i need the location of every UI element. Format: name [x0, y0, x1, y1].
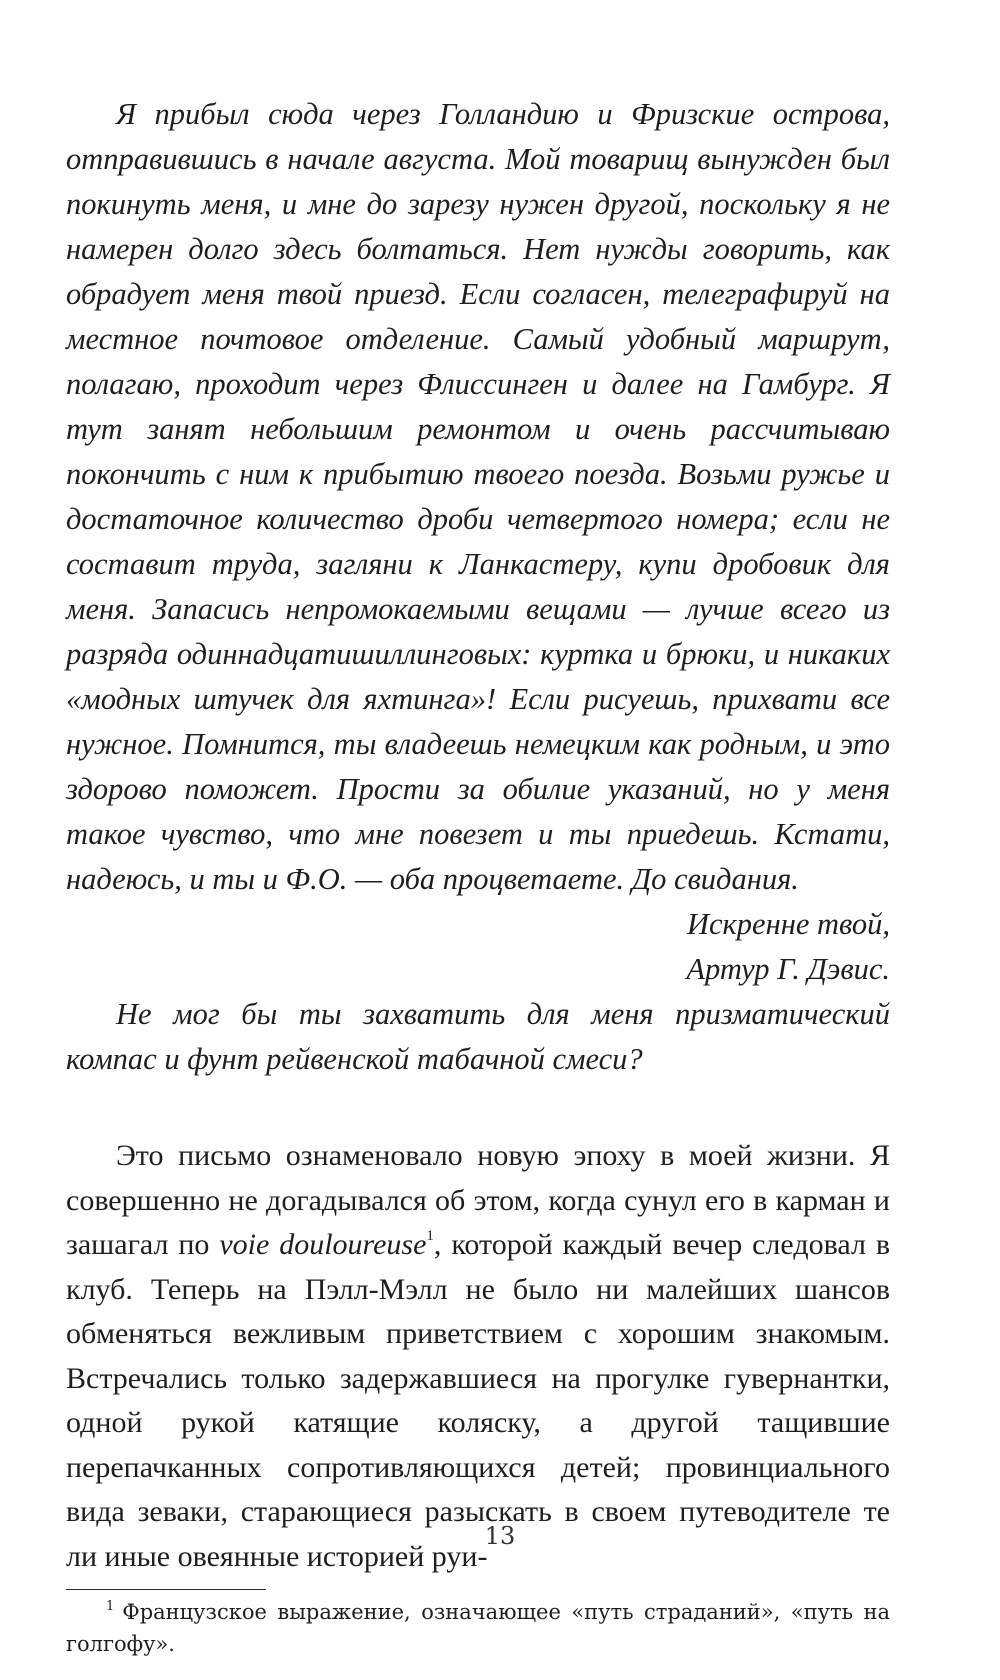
narrative-text-before: Это письмо ознаменовало новую эпоху в моей жизни. Я совершенно не догадывался об этом, когда сунул его в карман и зашагал по [66, 1139, 890, 1261]
footnote [66, 1596, 890, 1660]
footnote-mark: 1 [106, 1599, 115, 1614]
narrative-block [66, 1134, 890, 1579]
letter-block [66, 92, 890, 1082]
book-page [66, 92, 890, 1660]
letter-postscript: Не мог бы ты захватить для меня призматический компас и фунт рейвенской табачной смеси? [66, 997, 890, 1076]
foreign-phrase: voie douloureuse [219, 1228, 427, 1261]
narrative-text-after: , которой каждый вечер следовал в клуб. Теперь на Пэлл-Мэлл не было ни малейших шансов обменяться вежливым приветствием с хорошим знакомым. Встречались только задержавшиеся на прогулке гувернантки, одной рукой катящие коляску, а другой тащившие перепачканных сопротивляющихся детей; провинциального вида зеваки, старающиеся разыскать в своем путеводителе те ли иные овеянные историей руи- [66, 1228, 890, 1573]
narrative-paragraph [66, 1134, 890, 1579]
footnote-reference[interactable]: 1 [426, 1228, 434, 1244]
letter-body: Я прибыл сюда через Голландию и Фризские острова, отправившись в начале августа. Мой товарищ вынужден был покинуть меня, и мне до зарезу нужен другой, поскольку я не намерен долго здесь болтаться. Нет нужды говорить, как обрадует меня твой приезд. Если согласен, телеграфируй на местное почтовое отделение. Самый удобный маршрут, полагаю, проходит через Флиссинген и далее на Гамбург. Я тут занят небольшим ремонтом и очень рассчитываю покончить с ним к прибытию твоего поезда. Возьми ружье и достаточное количество дроби четвертого номера; если не составит труда, загляни к Ланкастеру, купи дробовик для меня. Запасись непромокаемыми вещами — лучше всего из разряда одиннадцатишиллинговых: куртка и брюки, и никаких «модных штучек для яхтинга»! Если рисуешь, прихвати все нужное. Помнится, ты владеешь немецким как родным, и это здорово поможет. Прости за обилие указаний, но у меня такое чувство, что мне повезет и ты приедешь. Кстати, надеюсь, и ты и Ф.О. — оба процветаете. До свидания. [66, 97, 890, 896]
footnote-divider [66, 1589, 266, 1590]
footnote-text: Французское выражение, означающее «путь страданий», «путь на голгофу». [66, 1600, 890, 1656]
page-number: 13 [484, 1522, 516, 1550]
letter-signature: Артур Г. Дэвис. [686, 952, 890, 986]
letter-closing: Искренне твой, [686, 907, 890, 941]
